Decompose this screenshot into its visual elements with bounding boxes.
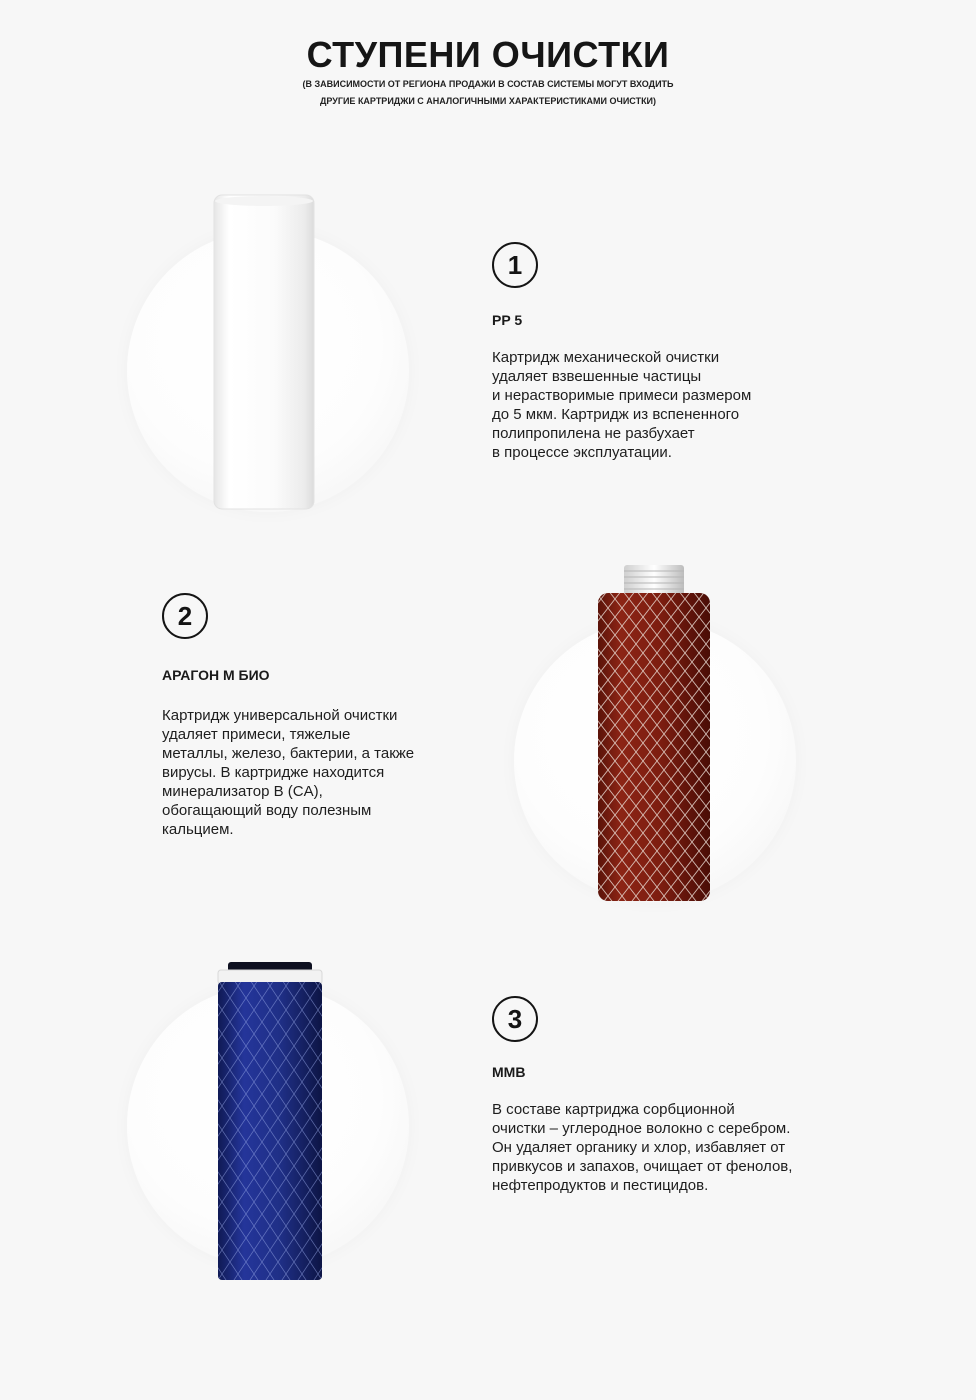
subtitle-line-2: ДРУГИЕ КАРТРИДЖИ С АНАЛОГИЧНЫМИ ХАРАКТЕРИСТИКАМИ ОЧИСТКИ) bbox=[319, 96, 657, 106]
step-name-3: MMB bbox=[492, 1064, 526, 1080]
step-description-2: Картридж универсальной очистки удаляет примеси, тяжелые металлы, железо, бактерии, а также вирусы. В картридже находится минерализатор B (CA), обогащающий воду полезным кальцием. bbox=[162, 707, 415, 838]
step-number-2: 2 bbox=[162, 593, 208, 639]
step-name-1: PP 5 bbox=[492, 312, 523, 328]
blue-mesh-cartridge-icon bbox=[214, 962, 326, 1282]
step-description-3: В составе картриджа сорбционной очистки – углеродное волокно с серебром. Он удаляет органику и хлор, избавляет от привкусов и запахов, очищает от фенолов, нефтепродуктов и пестицидов. bbox=[492, 1101, 793, 1194]
step-number-1: 1 bbox=[492, 242, 538, 288]
step-name-2: АРАГОН М БИО bbox=[162, 667, 270, 683]
step-number-3: 3 bbox=[492, 996, 538, 1042]
white-cartridge-icon bbox=[210, 193, 318, 511]
step-description-1: Картридж механической очистки удаляет взвешенные частицы и нерастворимые примеси размером до 5 мкм. Картридж из вспененного полипропилена не разбухает в процессе эксплуатации. bbox=[492, 349, 752, 461]
page-title: СТУПЕНИ ОЧИСТКИ bbox=[306, 34, 670, 75]
subtitle-line-1: (В ЗАВИСИМОСТИ ОТ РЕГИОНА ПРОДАЖИ В СОСТАВ СИСТЕМЫ МОГУТ ВХОДИТЬ bbox=[302, 79, 674, 89]
page-subtitle bbox=[0, 76, 976, 110]
red-mesh-cartridge-icon bbox=[594, 563, 714, 903]
